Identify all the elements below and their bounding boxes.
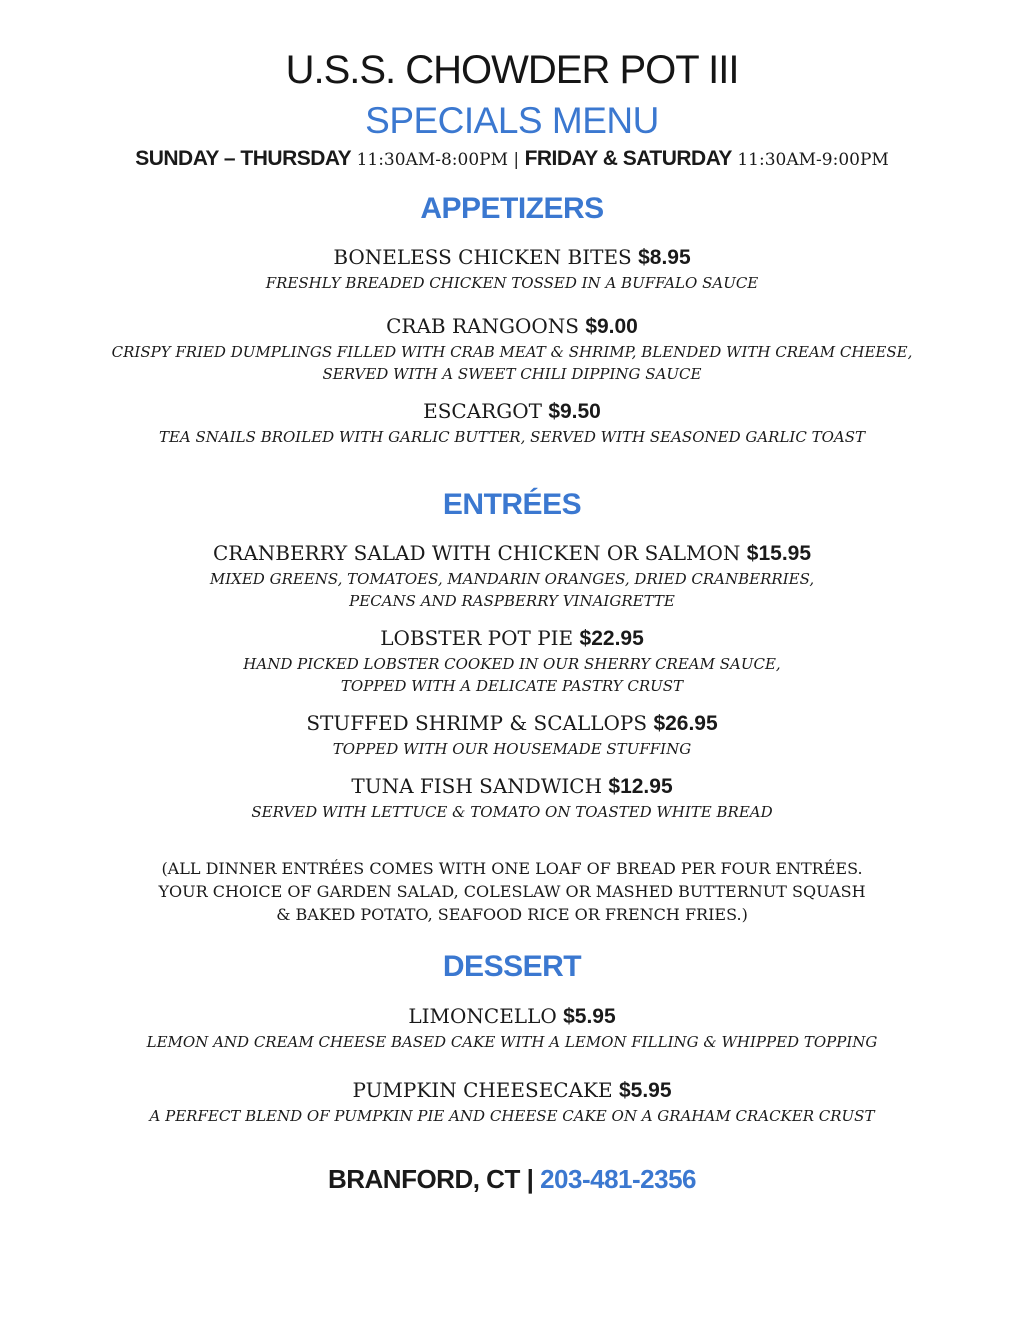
section-title-dessert: DESSERT — [442, 950, 582, 983]
menu-item — [60, 243, 964, 294]
item-price: $5.95 — [618, 1079, 672, 1102]
menu-subtitle: SPECIALS MENU — [365, 100, 659, 141]
section-title-appetizers: APPETIZERS — [420, 192, 604, 225]
phone-number[interactable]: 203-481-2356 — [540, 1164, 697, 1194]
menu-item — [60, 1002, 964, 1053]
footer-contact — [0, 1161, 1024, 1197]
menu-item — [60, 772, 964, 823]
item-description: A PERFECT BLEND OF PUMPKIN PIE AND CHEESE CAKE ON A GRAHAM CRACKER CRUST — [149, 1107, 875, 1125]
item-price: $12.95 — [608, 775, 673, 798]
location: BRANFORD, CT — [327, 1164, 520, 1194]
item-name: STUFFED SHRIMP & SCALLOPS — [306, 711, 648, 735]
restaurant-name: U.S.S. CHOWDER POT III — [285, 48, 739, 92]
item-description: TOPPED WITH OUR HOUSEMADE STUFFING — [332, 740, 692, 758]
item-price: $22.95 — [579, 627, 644, 650]
item-description: TOPPED WITH A DELICATE PASTRY CRUST — [340, 677, 684, 695]
entrees-note — [60, 857, 964, 926]
item-name: TUNA FISH SANDWICH — [351, 774, 603, 798]
section-title-entrees: ENTRÉES — [442, 488, 582, 521]
item-description: FRESHLY BREADED CHICKEN TOSSED IN A BUFFALO SAUCE — [265, 274, 759, 292]
weekend-range: FRIDAY & SATURDAY — [524, 147, 732, 170]
item-name: CRANBERRY SALAD WITH CHICKEN OR SALMON — [212, 541, 741, 565]
weekday-hours: 11:30AM-8:00PM — [356, 150, 509, 170]
item-price: $5.95 — [563, 1005, 616, 1028]
item-price: $26.95 — [653, 712, 718, 735]
item-name: LOBSTER POT PIE — [380, 626, 574, 650]
item-description: MIXED GREENS, TOMATOES, MANDARIN ORANGES, DRIED CRANBERRIES, — [209, 570, 815, 588]
weekday-range: SUNDAY – THURSDAY — [135, 147, 352, 170]
note-line: YOUR CHOICE OF GARDEN SALAD, COLESLAW OR MASHED BUTTERNUT SQUASH — [158, 882, 866, 901]
item-price: $15.95 — [746, 542, 812, 565]
item-description: LEMON AND CREAM CHEESE BASED CAKE WITH A LEMON FILLING & WHIPPED TOPPING — [146, 1033, 878, 1051]
menu-item — [60, 397, 964, 448]
item-description: HAND PICKED LOBSTER COOKED IN OUR SHERRY CREAM SAUCE, — [243, 655, 781, 673]
item-price: $9.50 — [548, 400, 601, 423]
item-description: SERVED WITH A SWEET CHILI DIPPING SAUCE — [322, 365, 702, 383]
item-description: PECANS AND RASPBERRY VINAIGRETTE — [349, 592, 675, 610]
note-line: (ALL DINNER ENTRÉES COMES WITH ONE LOAF OF BREAD PER FOUR ENTRÉES. — [161, 859, 863, 878]
item-name: ESCARGOT — [423, 399, 542, 423]
item-name: CRAB RANGOONS — [386, 314, 579, 338]
item-name: BONELESS CHICKEN BITES — [333, 245, 632, 269]
item-name: LIMONCELLO — [408, 1004, 557, 1028]
note-line: & BAKED POTATO, SEAFOOD RICE OR FRENCH FRIES.) — [276, 905, 748, 924]
hours-separator: | — [513, 150, 520, 170]
item-description: CRISPY FRIED DUMPLINGS FILLED WITH CRAB MEAT & SHRIMP, BLENDED WITH CREAM CHEESE, — [111, 343, 913, 361]
item-description: TEA SNAILS BROILED WITH GARLIC BUTTER, SERVED WITH SEASONED GARLIC TOAST — [158, 428, 866, 446]
menu-item — [60, 624, 964, 697]
menu-item — [60, 709, 964, 760]
item-name: PUMPKIN CHEESECAKE — [352, 1078, 613, 1102]
menu-item — [60, 312, 964, 385]
item-price: $8.95 — [638, 246, 691, 269]
menu-item — [60, 539, 964, 612]
opening-hours — [0, 146, 1024, 173]
weekend-hours: 11:30AM-9:00PM — [737, 150, 889, 170]
item-price: $9.00 — [585, 315, 638, 338]
item-description: SERVED WITH LETTUCE & TOMATO ON TOASTED WHITE BREAD — [251, 803, 773, 821]
menu-item — [60, 1076, 964, 1127]
footer-separator: | — [526, 1164, 534, 1194]
